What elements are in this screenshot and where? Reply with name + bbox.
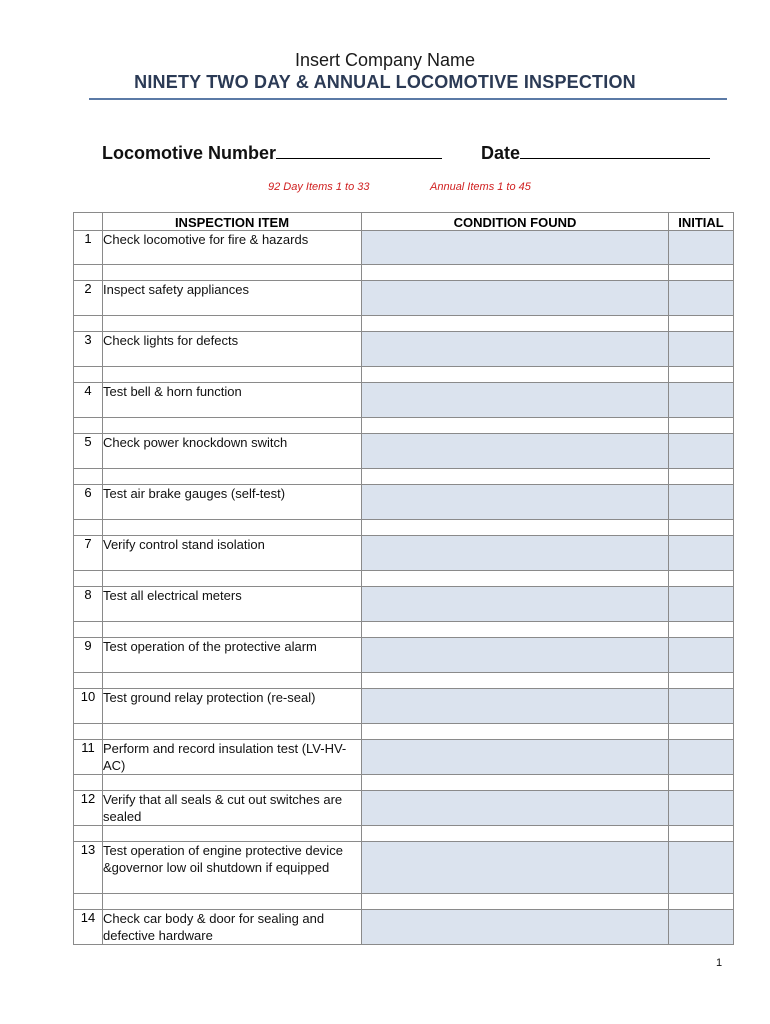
condition-found-cell[interactable] (362, 332, 669, 367)
item-number: 7 (74, 536, 103, 571)
spacer-row (74, 571, 734, 587)
spacer-initial-cell[interactable] (669, 571, 734, 587)
spacer-initial-cell[interactable] (669, 622, 734, 638)
inspection-item: Test ground relay protection (re-seal) (103, 689, 362, 724)
spacer-row (74, 673, 734, 689)
spacer-initial-cell[interactable] (669, 724, 734, 740)
item-number: 3 (74, 332, 103, 367)
item-number: 1 (74, 231, 103, 265)
table-row (74, 587, 734, 622)
initial-cell[interactable] (669, 842, 734, 894)
spacer-row (74, 724, 734, 740)
spacer-number-cell (74, 316, 103, 332)
spacer-condition-cell[interactable] (362, 316, 669, 332)
spacer-initial-cell[interactable] (669, 418, 734, 434)
locomotive-number-label: Locomotive Number (102, 143, 277, 163)
inspection-item-header: INSPECTION ITEM (103, 213, 362, 231)
condition-found-cell[interactable] (362, 689, 669, 724)
condition-found-cell[interactable] (362, 638, 669, 673)
inspection-table (73, 212, 734, 945)
condition-found-cell[interactable] (362, 383, 669, 418)
condition-found-header: CONDITION FOUND (362, 213, 669, 231)
initial-cell[interactable] (669, 587, 734, 622)
spacer-item-cell (103, 826, 362, 842)
spacer-number-cell (74, 673, 103, 689)
annual-note: Annual Items 1 to 45 (430, 181, 531, 193)
spacer-item-cell (103, 367, 362, 383)
spacer-number-cell (74, 571, 103, 587)
inspection-item: Verify that all seals & cut out switches are sealed (103, 791, 362, 826)
spacer-condition-cell[interactable] (362, 469, 669, 485)
table-row (74, 485, 734, 520)
table-row (74, 842, 734, 894)
condition-found-cell[interactable] (362, 434, 669, 469)
condition-found-cell[interactable] (362, 587, 669, 622)
initial-cell[interactable] (669, 332, 734, 367)
spacer-initial-cell[interactable] (669, 265, 734, 281)
table-row (74, 740, 734, 775)
inspection-item: Inspect safety appliances (103, 281, 362, 316)
spacer-initial-cell[interactable] (669, 520, 734, 536)
condition-found-cell[interactable] (362, 842, 669, 894)
item-number: 14 (74, 910, 103, 945)
spacer-row (74, 826, 734, 842)
spacer-item-cell (103, 724, 362, 740)
initial-cell[interactable] (669, 740, 734, 775)
initial-cell[interactable] (669, 281, 734, 316)
item-number: 13 (74, 842, 103, 894)
initial-cell[interactable] (669, 791, 734, 826)
table-row (74, 791, 734, 826)
spacer-row (74, 265, 734, 281)
initial-cell[interactable] (669, 536, 734, 571)
spacer-condition-cell[interactable] (362, 673, 669, 689)
item-number: 11 (74, 740, 103, 775)
spacer-row (74, 367, 734, 383)
spacer-condition-cell[interactable] (362, 367, 669, 383)
spacer-item-cell (103, 418, 362, 434)
condition-found-cell[interactable] (362, 740, 669, 775)
spacer-number-cell (74, 826, 103, 842)
initial-cell[interactable] (669, 689, 734, 724)
inspection-item: Check car body & door for sealing and defective hardware (103, 910, 362, 945)
inspection-item: Test bell & horn function (103, 383, 362, 418)
spacer-condition-cell[interactable] (362, 622, 669, 638)
initial-cell[interactable] (669, 910, 734, 945)
spacer-number-cell (74, 724, 103, 740)
spacer-item-cell (103, 775, 362, 791)
spacer-row (74, 622, 734, 638)
spacer-condition-cell[interactable] (362, 775, 669, 791)
spacer-row (74, 316, 734, 332)
spacer-condition-cell[interactable] (362, 894, 669, 910)
table-row (74, 638, 734, 673)
item-number: 2 (74, 281, 103, 316)
item-number: 4 (74, 383, 103, 418)
inspection-item: Test air brake gauges (self-test) (103, 485, 362, 520)
spacer-condition-cell[interactable] (362, 520, 669, 536)
condition-found-cell[interactable] (362, 231, 669, 265)
table-row (74, 434, 734, 469)
initial-cell[interactable] (669, 485, 734, 520)
page-number: 1 (716, 957, 723, 969)
spacer-condition-cell[interactable] (362, 571, 669, 587)
spacer-number-cell (74, 894, 103, 910)
spacer-initial-cell[interactable] (669, 775, 734, 791)
item-number: 5 (74, 434, 103, 469)
spacer-item-cell (103, 265, 362, 281)
spacer-initial-cell[interactable] (669, 316, 734, 332)
spacer-item-cell (103, 520, 362, 536)
spacer-item-cell (103, 622, 362, 638)
table-row (74, 332, 734, 367)
spacer-condition-cell[interactable] (362, 724, 669, 740)
condition-found-cell[interactable] (362, 910, 669, 945)
inspection-item: Check power knockdown switch (103, 434, 362, 469)
spacer-number-cell (74, 418, 103, 434)
item-number: 6 (74, 485, 103, 520)
initial-cell[interactable] (669, 231, 734, 265)
initial-cell[interactable] (669, 638, 734, 673)
item-number: 8 (74, 587, 103, 622)
item-number: 9 (74, 638, 103, 673)
spacer-number-cell (74, 520, 103, 536)
locomotive-number-line[interactable] (276, 140, 442, 159)
spacer-item-cell (103, 316, 362, 332)
initial-cell[interactable] (669, 434, 734, 469)
title-divider (89, 98, 727, 100)
spacer-number-cell (74, 265, 103, 281)
condition-found-cell[interactable] (362, 281, 669, 316)
item-number: 10 (74, 689, 103, 724)
spacer-item-cell (103, 571, 362, 587)
spacer-row (74, 469, 734, 485)
condition-found-cell[interactable] (362, 791, 669, 826)
initial-header: INITIAL (669, 213, 734, 231)
condition-found-cell[interactable] (362, 485, 669, 520)
page-title: NINETY TWO DAY & ANNUAL LOCOMOTIVE INSPECTION (134, 72, 636, 92)
locomotive-number-field[interactable] (102, 140, 442, 164)
date-label: Date (481, 143, 521, 163)
spacer-initial-cell[interactable] (669, 673, 734, 689)
table-row (74, 689, 734, 724)
inspection-item: Test operation of engine protective device &governor low oil shutdown if equipped (103, 842, 362, 894)
date-field[interactable] (481, 140, 710, 164)
spacer-condition-cell[interactable] (362, 265, 669, 281)
initial-cell[interactable] (669, 383, 734, 418)
spacer-item-cell (103, 469, 362, 485)
inspection-item: Test all electrical meters (103, 587, 362, 622)
inspection-item: Test operation of the protective alarm (103, 638, 362, 673)
spacer-number-cell (74, 469, 103, 485)
spacer-item-cell (103, 673, 362, 689)
table-row (74, 281, 734, 316)
table-row (74, 536, 734, 571)
spacer-initial-cell[interactable] (669, 469, 734, 485)
date-line[interactable] (520, 140, 710, 159)
table-row (74, 383, 734, 418)
table-row (74, 910, 734, 945)
spacer-row (74, 775, 734, 791)
spacer-number-cell (74, 622, 103, 638)
spacer-initial-cell[interactable] (669, 826, 734, 842)
spacer-number-cell (74, 775, 103, 791)
inspection-item: Perform and record insulation test (LV-HV-AC) (103, 740, 362, 775)
condition-found-cell[interactable] (362, 536, 669, 571)
ninety-two-day-note: 92 Day Items 1 to 33 (268, 181, 370, 193)
table-header-row (74, 213, 734, 231)
item-number: 12 (74, 791, 103, 826)
inspection-item: Check locomotive for fire & hazards (103, 231, 362, 265)
spacer-row (74, 520, 734, 536)
inspection-item: Verify control stand isolation (103, 536, 362, 571)
spacer-row (74, 894, 734, 910)
spacer-row (74, 418, 734, 434)
spacer-initial-cell[interactable] (669, 894, 734, 910)
spacer-item-cell (103, 894, 362, 910)
number-header (74, 213, 103, 231)
company-name: Insert Company Name (294, 50, 476, 70)
spacer-initial-cell[interactable] (669, 367, 734, 383)
spacer-number-cell (74, 367, 103, 383)
table-row (74, 231, 734, 265)
inspection-item: Check lights for defects (103, 332, 362, 367)
spacer-condition-cell[interactable] (362, 418, 669, 434)
spacer-condition-cell[interactable] (362, 826, 669, 842)
